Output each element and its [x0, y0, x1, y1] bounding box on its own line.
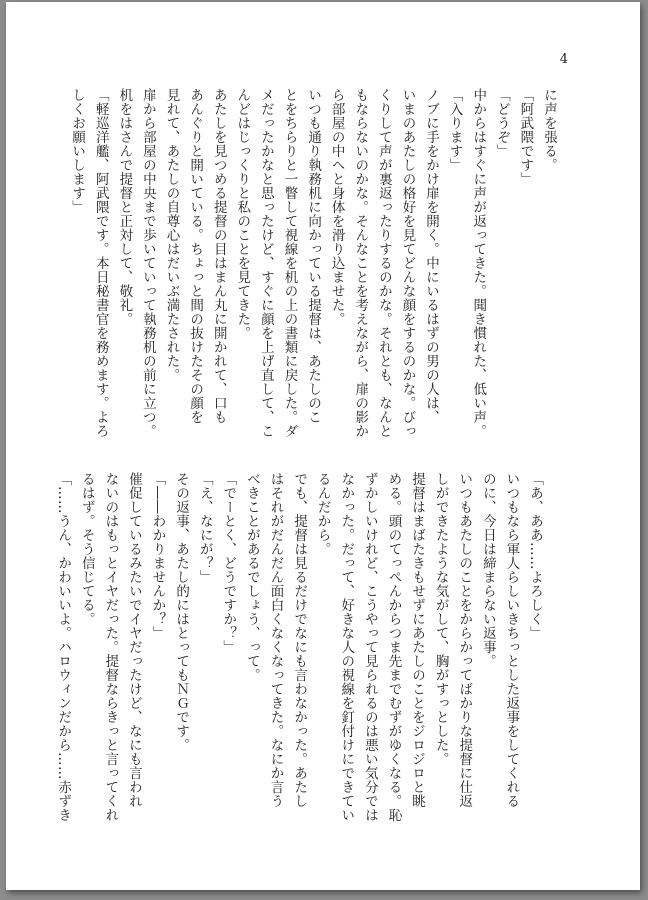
text-line: いつもあたしのことをからかってばかりな提督に仕返: [456, 472, 473, 808]
text-line: 見れて、あたしの自尊心はだいぶ満たされた。: [163, 88, 180, 382]
text-line: 「軽巡洋艦、阿武隈です。本日秘書官を務めます。よろ: [92, 88, 109, 438]
text-line: あんぐりと開いている。ちょっと間の抜けたその顔を: [187, 88, 204, 424]
text-line: 提督はまばたきもせずにあたしのことをジロジロと眺: [409, 472, 426, 808]
text-line: るはず。そう信じてる。: [78, 472, 95, 626]
text-line: 「入ります」: [446, 88, 463, 172]
text-line: 「阿武隈です」: [517, 88, 534, 186]
text-line: とをちらりと一瞥して視線を机の上の書類に戻した。ダ: [281, 88, 298, 438]
text-line: なかった。だって、好きな人の視線を釘付けにできてい: [338, 472, 355, 822]
text-line: 「でーとく、どうですか？」: [220, 472, 237, 654]
text-line: もならないのかな。そんなことを考えながら、扉の影か: [352, 88, 369, 438]
text-line: 「……うん、かわいいよ。ハロウィンだから……赤ずき: [55, 472, 72, 822]
text-line: いつも通り執務机に向かっている提督は、あたしのこ: [305, 88, 322, 424]
page-number: 4: [559, 52, 568, 67]
text-line: ノブに手をかけ扉を開く。中にいるはずの男の人は、: [423, 88, 440, 424]
text-line: に声を張る。: [541, 88, 557, 172]
text-line: べきことがあるでしょう、って。: [243, 472, 260, 682]
text-line: でも、提督は見るだけでなにも言わなかった。あたし: [291, 472, 308, 808]
text-line: 扉から部屋の中央まで歩いていって執務机の前に立つ。: [139, 88, 156, 438]
text-line: ら部屋の中へと身体を滑り込ませた。: [328, 88, 345, 326]
text-block-bottom: [51, 472, 546, 822]
text-line: いつもなら軍人らしいきちっとした返事をしてくれる: [503, 472, 520, 808]
text-line: 「どうぞ」: [493, 88, 510, 158]
text-line: める。頭のてっぺんからつま先までむずがゆくなる。恥: [385, 472, 402, 822]
text-line: ないのはもっとイヤだった。提督ならきっと言ってくれ: [102, 472, 119, 822]
text-line: あたしを見つめる提督の目はまん丸に開かれて、口も: [210, 88, 227, 424]
text-line: 中からはすぐに声が返ってきた。聞き慣れた、低い声。: [470, 88, 487, 438]
text-line: 催促しているみたいでイヤだったけど、なにも言われ: [125, 472, 142, 808]
text-line: その返事、あたし的にはとってもＮＧです。: [173, 472, 190, 752]
text-line: くりして声が裏返ったりするのかな。それとも、なんと: [375, 88, 392, 438]
text-line: メだったかなと思ったけど、すぐに顔を上げ直して、こ: [257, 88, 274, 438]
text-line: 「――わかりませんか？」: [149, 472, 166, 640]
text-line: しくお願いします」: [69, 88, 86, 214]
text-line: しができたような気がして、胸がすっとした。: [432, 472, 449, 766]
text-line: いまのあたしの格好を見てどんな顔をするのかな。びっ: [399, 88, 416, 438]
text-line: 「あ、ああ……よろしく」: [527, 472, 543, 640]
text-line: 「え、なにが？」: [196, 472, 213, 584]
text-line: んどはじっくりと私のことを見てきた。: [234, 88, 251, 340]
book-page: [6, 2, 640, 890]
text-line: のに、今日は締まらない返事。: [479, 472, 496, 668]
text-line: ずかしいけれど、こうやって見られるのは悪い気分では: [361, 472, 378, 822]
text-block-top: [65, 88, 560, 448]
text-line: はそれがだんだん面白くなくなってきた。なにか言う: [267, 472, 284, 808]
text-line: るんだから。: [314, 472, 331, 556]
text-line: 机をはさんで提督と正対して、敬礼。: [116, 88, 133, 326]
